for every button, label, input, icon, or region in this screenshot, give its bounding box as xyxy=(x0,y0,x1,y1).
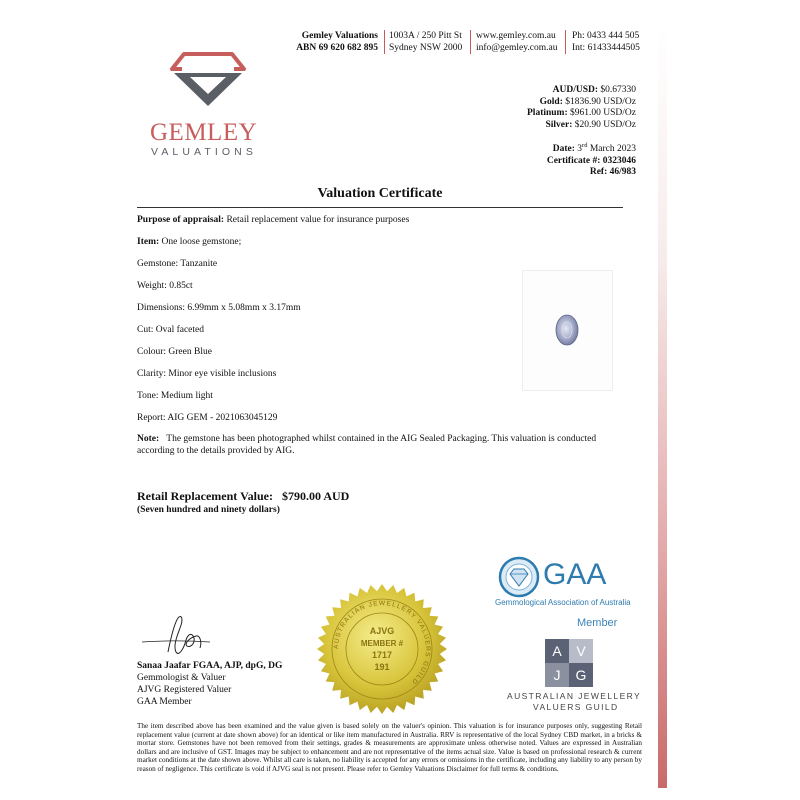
gemstone-photo xyxy=(522,270,613,391)
gemstone-row: Gemstone: Tanzanite xyxy=(137,259,218,269)
silver-value: $20.90 USD/Oz xyxy=(574,119,636,130)
date-day: 3 xyxy=(577,144,583,155)
signatory-role-2: AJVG Registered Valuer xyxy=(137,685,232,695)
ajvg-name-line-2: VALUERS GUILD xyxy=(533,702,619,712)
colour-row: Colour: Green Blue xyxy=(137,347,212,357)
company-abn: ABN 69 620 682 895 xyxy=(296,43,378,53)
certificate-meta xyxy=(547,140,636,179)
cut-row: Cut: Oval faceted xyxy=(137,325,205,335)
gaa-full-name: Gemmological Association of Australia xyxy=(495,598,631,607)
company-name: Gemley Valuations xyxy=(301,31,378,41)
aud-usd-value: $0.67330 xyxy=(600,85,636,95)
weight-row: Weight: 0.85ct xyxy=(137,281,193,291)
web-block xyxy=(476,30,557,54)
ajvg-letter-a: A xyxy=(545,639,569,663)
retail-value-words: (Seven hundred and ninety dollars) xyxy=(137,505,280,515)
title-underline xyxy=(137,207,623,208)
seal-line-4: 191 xyxy=(374,662,390,672)
aud-usd-label: AUD/USD: xyxy=(552,85,598,95)
note-paragraph xyxy=(137,434,617,457)
ajvg-gold-seal xyxy=(315,582,449,716)
handwritten-signature xyxy=(140,612,230,662)
gold-value: $1836.90 USD/Oz xyxy=(565,96,636,107)
address-line-2: Sydney NSW 2000 xyxy=(389,43,463,53)
ref-number: 46/983 xyxy=(609,167,636,178)
disclaimer-text: The item described above has been examined and the value given is based solely on the valuer's opinion. This valuation is for insurance purposes only, suggesting Retail replacement value (current at date shown above) for an identical or like item manufactured in Australia. RRV is representative of the local Sydney CBD market, in a bricks & mortar store. Gemstones have not been removed from their settings, grades & measurements are approximate unless otherwise noted. Values are expressed in Australian dollars and are inclusive of GST. Images may be subject to enhancement and are not representative of the items actual size. Value is based on professional research & current market conditions at the date shown above. Whilst all care is taken, no liability is accepted for any errors or omissions in the certificate, including any liability to any person by reason of negligence. This certificate is void if AJVG seal is not present. Please refer to Gemley Valuations Disclaimer for full terms & conditions. xyxy=(137,722,642,773)
gold-label: Gold: xyxy=(539,96,563,107)
purpose-value: Retail replacement value for insurance purposes xyxy=(226,215,410,225)
header-divider xyxy=(565,30,566,54)
platinum-label: Platinum: xyxy=(527,108,568,118)
date-label: Date: xyxy=(552,144,575,155)
platinum-value: $961.00 USD/Oz xyxy=(570,108,636,118)
ajvg-letter-g: G xyxy=(569,663,593,687)
certificate-label: Certificate #: xyxy=(546,155,601,166)
signatory-name xyxy=(137,661,282,671)
certificate-title: Valuation Certificate xyxy=(317,186,443,201)
intl-number: Int: 61433444505 xyxy=(572,43,640,53)
seal-line-2: MEMBER # xyxy=(360,639,404,648)
item-row xyxy=(137,237,241,247)
signatory-fullname: Sanaa Jaafar xyxy=(137,661,191,671)
retail-value-amount: $790.00 AUD xyxy=(281,489,350,503)
ref-label: Ref: xyxy=(589,167,608,178)
silver-label: Silver: xyxy=(545,119,573,130)
date-rest: March 2023 xyxy=(589,144,636,155)
ajvg-logo xyxy=(545,639,593,687)
header-divider xyxy=(384,30,385,54)
signatory-role-3: GAA Member xyxy=(137,697,192,707)
rates-block xyxy=(527,85,636,131)
signatory-role-1: Gemmologist & Valuer xyxy=(137,673,226,683)
gaa-wordmark: GAA xyxy=(543,558,607,591)
website-link[interactable]: www.gemley.com.au xyxy=(476,31,556,41)
item-value: One loose gemstone; xyxy=(161,237,242,247)
address-line-1: 1003A / 250 Pitt St xyxy=(389,31,462,41)
clarity-row: Clarity: Minor eye visible inclusions xyxy=(137,369,277,379)
purpose-row xyxy=(137,215,409,225)
logo-subtitle: VALUATIONS xyxy=(151,146,257,158)
retail-value-label: Retail Replacement Value: xyxy=(137,489,273,503)
purpose-label: Purpose of appraisal: xyxy=(137,215,225,225)
seal-ring-text: AUSTRALIAN JEWELLERY VALUERS GUILD xyxy=(332,599,432,686)
ajvg-letter-j: J xyxy=(545,663,569,687)
side-gradient-bar xyxy=(658,28,667,788)
ajvg-letter-v: V xyxy=(569,639,593,663)
email-link[interactable]: info@gemley.com.au xyxy=(476,43,558,53)
gaa-diamond-icon xyxy=(498,556,540,598)
retail-value xyxy=(137,489,349,504)
seal-line-1: AJVG xyxy=(369,626,395,636)
note-label: Note: xyxy=(137,434,160,444)
tone-row: Tone: Medium light xyxy=(137,391,213,401)
tanzanite-gem-icon xyxy=(523,271,612,390)
seal-line-3: 1717 xyxy=(371,650,393,660)
ajvg-name-line-1: AUSTRALIAN JEWELLERY xyxy=(507,691,642,701)
logo-wordmark: GEMLEY xyxy=(150,119,258,146)
gaa-member-label: Member xyxy=(577,617,618,629)
certificate-number: 0323046 xyxy=(602,155,636,166)
item-label: Item: xyxy=(137,237,160,247)
phone-block xyxy=(572,30,640,54)
company-name-block xyxy=(293,30,378,54)
dimensions-row: Dimensions: 6.99mm x 5.08mm x 3.17mm xyxy=(137,303,301,313)
gem-logo-icon xyxy=(168,50,248,108)
date-suffix: rd xyxy=(582,142,588,149)
address-block xyxy=(389,30,462,54)
report-row: Report: AIG GEM - 2021063045129 xyxy=(137,413,278,423)
phone-number: Ph: 0433 444 505 xyxy=(572,31,640,41)
note-text: The gemstone has been photographed whilst contained in the AIG Sealed Packaging. This valuation is conducted according to the details provided by AIG. xyxy=(137,434,597,456)
header-divider xyxy=(470,30,471,54)
signatory-credentials: FGAA, AJP, dpG, DG xyxy=(192,661,283,671)
